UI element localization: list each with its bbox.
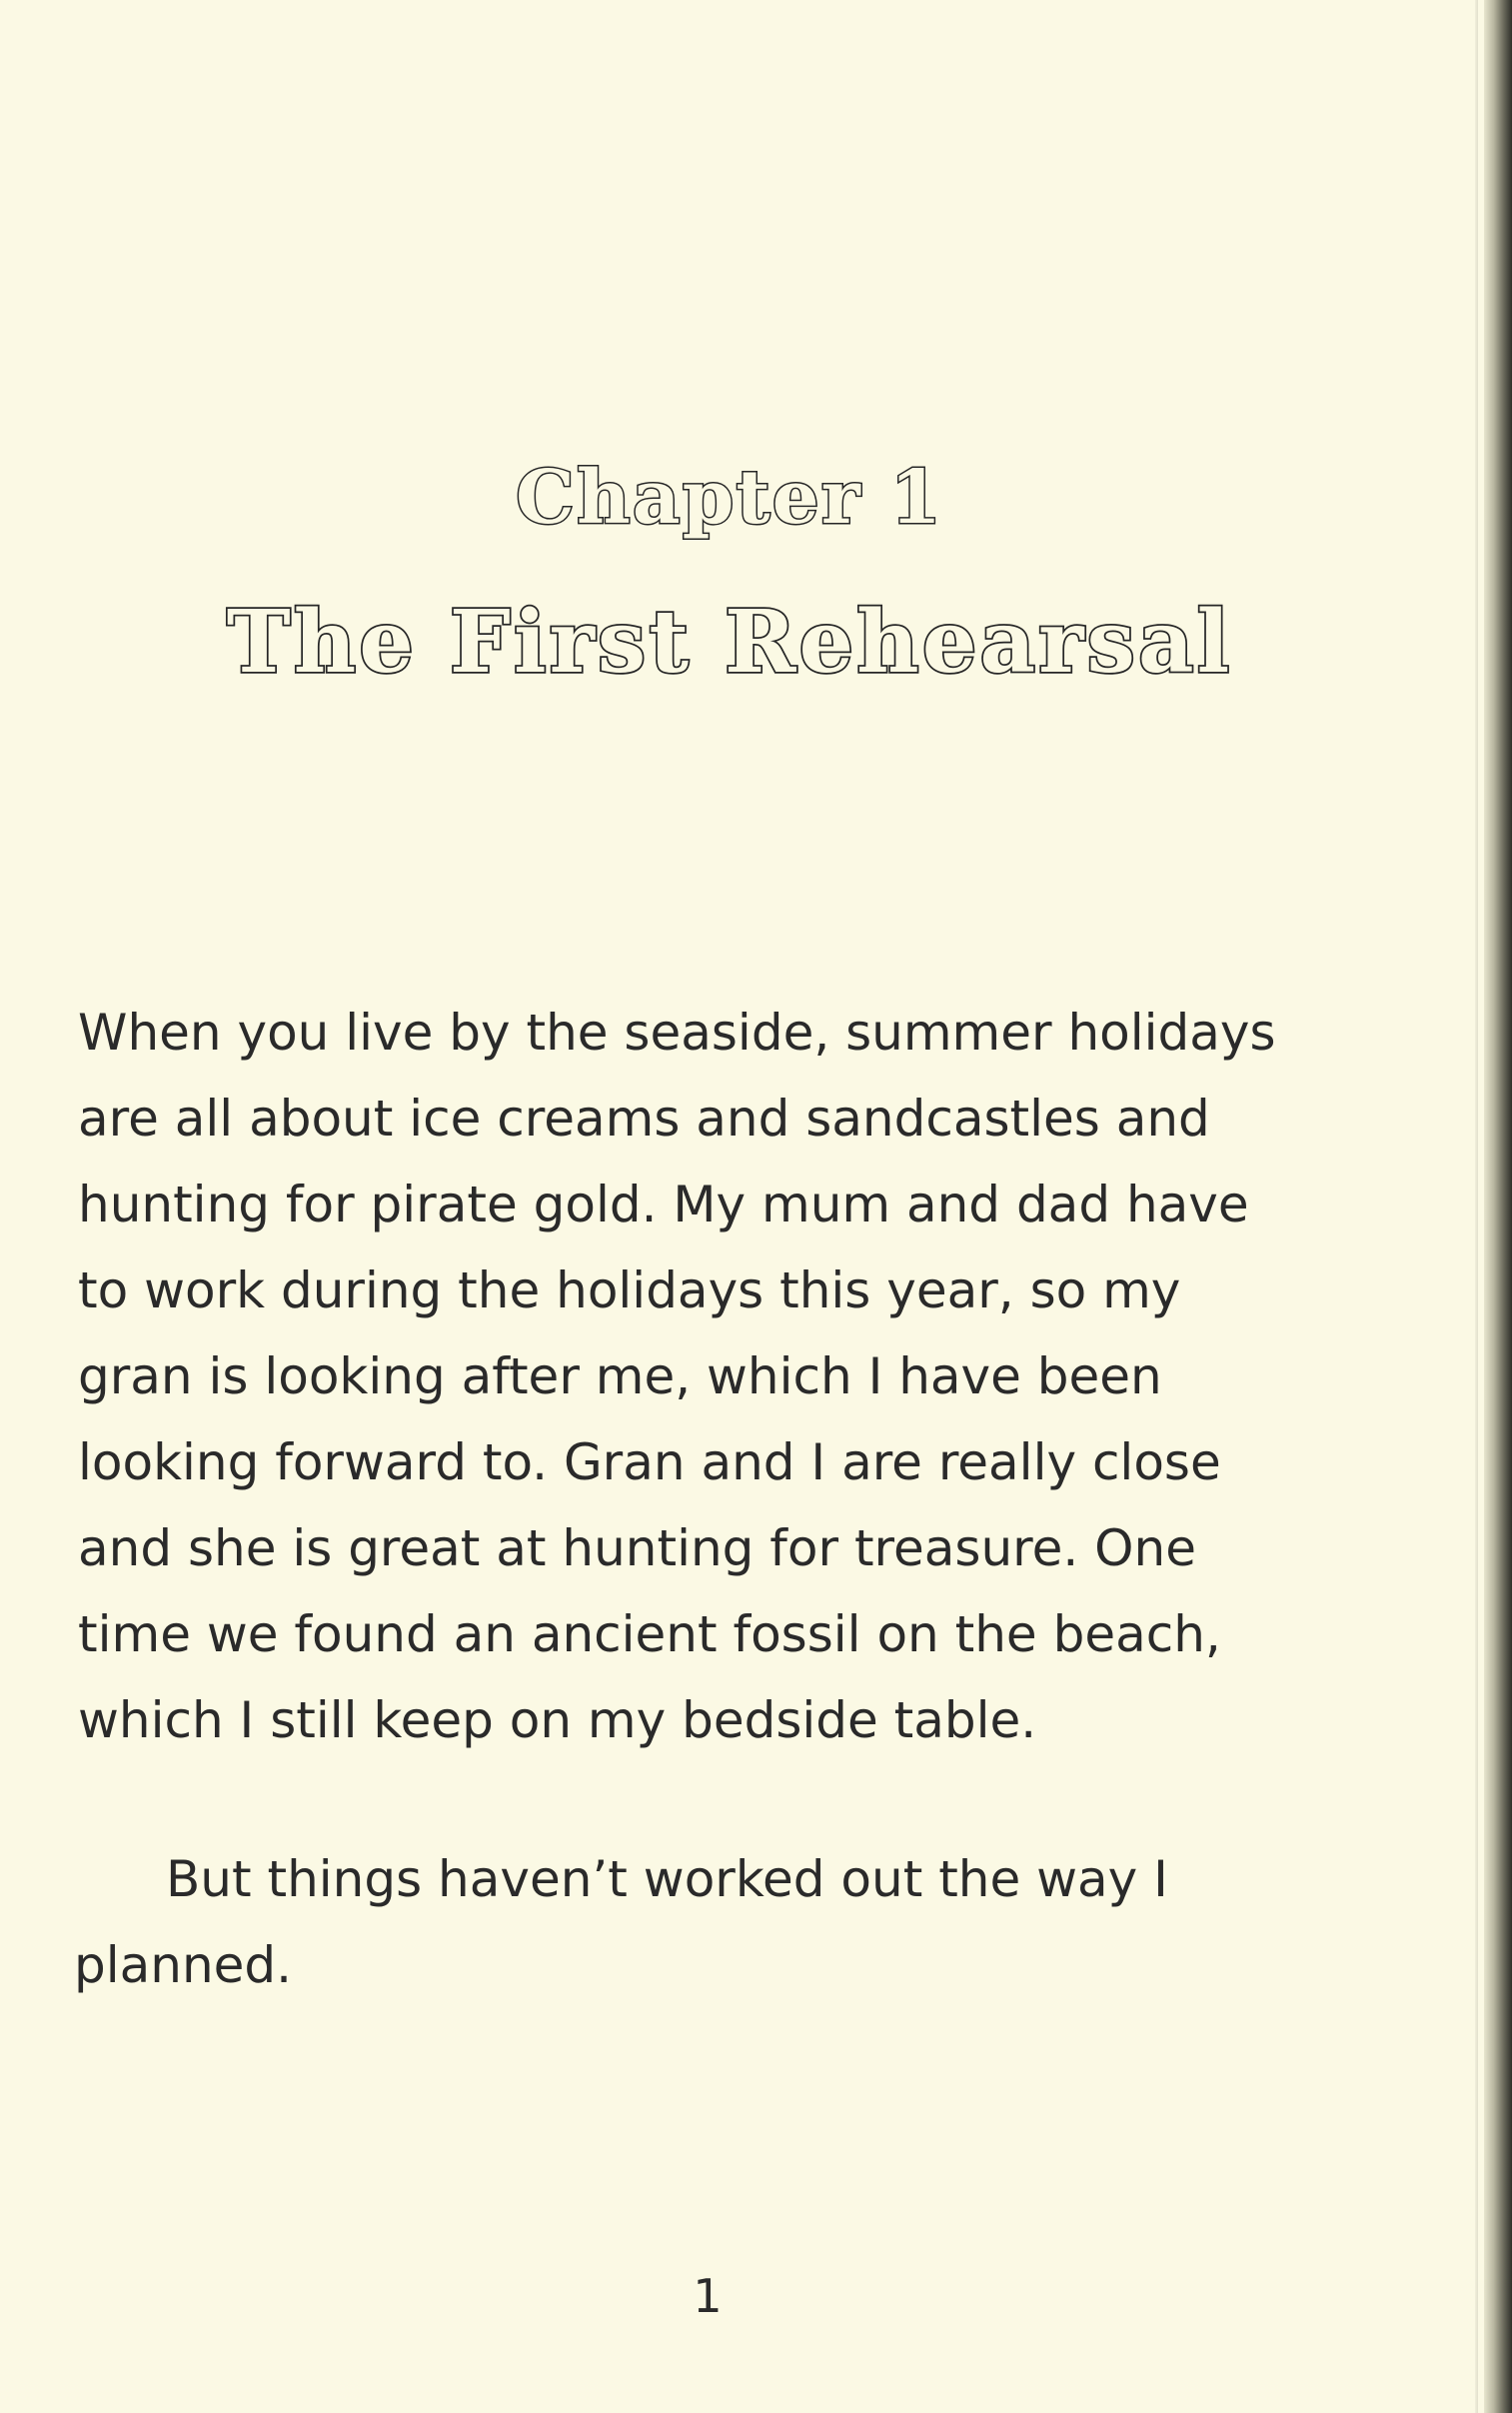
paragraph-line: which I still keep on my bedside table. [78,1691,1037,1749]
page-edge-shadow [1475,0,1478,2413]
page-edge [1484,0,1512,2413]
paragraph-line: are all about ice creams and sandcastles and [78,1090,1210,1148]
paragraph-line: But things haven’t worked out the way I [166,1850,1168,1908]
paragraph-line: to work during the holidays this year, so my [78,1261,1181,1319]
paragraph-line: hunting for pirate gold. My mum and dad have [78,1176,1249,1233]
paragraph-line: time we found an ancient fossil on the beach, [78,1605,1221,1663]
paragraph-line: and she is great at hunting for treasure. One [78,1519,1196,1577]
chapter-number: Chapter 1 [516,455,943,541]
page-number: 1 [693,2269,723,2323]
paragraph-line: gran is looking after me, which I have been [78,1347,1162,1405]
paragraph-1 [78,990,1367,1763]
paragraph-line: planned. [74,1936,293,1994]
paragraph-2 [74,1836,1363,2008]
paragraph-line: When you live by the seaside, summer holidays [78,1004,1276,1062]
paragraph-line: looking forward to. Gran and I are really close [78,1433,1221,1491]
chapter-title: The First Rehearsal [226,592,1233,693]
